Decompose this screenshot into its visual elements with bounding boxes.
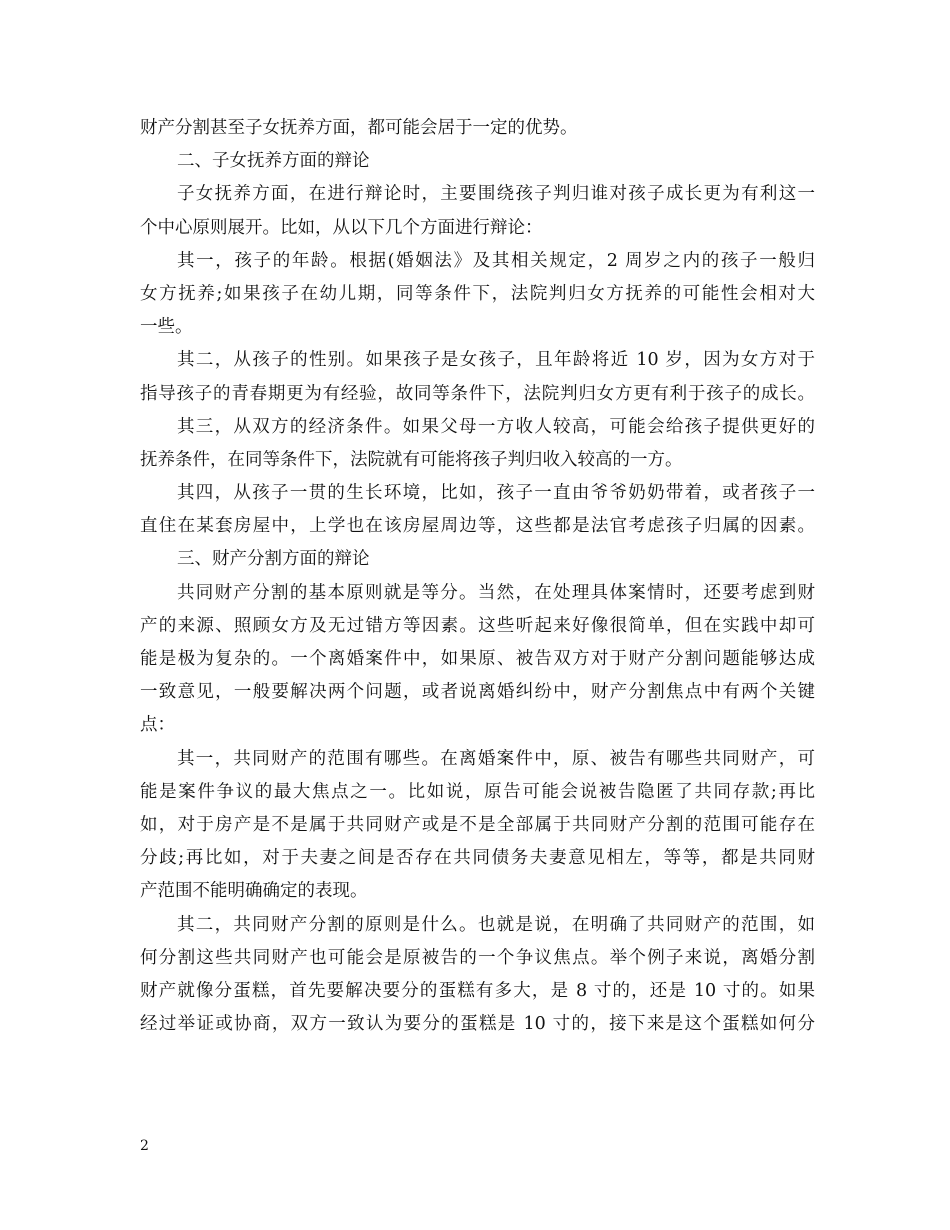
text-line: 二、子女抚养方面的辩论 [177, 151, 370, 172]
text-line: 能是案件争议的最大焦点之一。比如说，原告可能会说被告隐匿了共同存款;再比 [140, 781, 815, 802]
page-number: 2 [140, 1138, 149, 1154]
text-line: 能是极为复杂的。一个离婚案件中，如果原、被告双方对于财产分割问题能够达成 [140, 649, 815, 669]
text-line: 一些。 [140, 317, 193, 338]
text-line: 三、财产分割方面的辩论 [177, 549, 370, 570]
text-line: 指导孩子的青春期更为有经验，故同等条件下，法院判归女方更有利于孩子的成长。 [140, 383, 815, 404]
text-line: 共同财产分割的基本原则就是等分。当然，在处理具体案情时，还要考虑到财 [177, 582, 815, 603]
text-line: 其一，孩子的年龄。根据(婚姻法》及其相关规定，2 周岁之内的孩子一般归 [177, 250, 815, 271]
text-line: 其一，共同财产的范围有哪些。在离婚案件中，原、被告有哪些共同财产，可 [177, 748, 815, 769]
text-line: 其三，从双方的经济条件。如果父母一方收人较高，可能会给孩子提供更好的 [177, 416, 815, 437]
text-line: 其二，共同财产分割的原则是什么。也就是说，在明确了共同财产的范围，如 [177, 914, 815, 935]
text-line: 分歧;再比如，对于夫妻之间是否存在共同债务夫妻意见相左，等等，都是共同财 [140, 848, 815, 869]
text-line: 子女抚养方面，在进行辩论时，主要围绕孩子判归谁对孩子成长更为有利这一 [177, 184, 815, 205]
text-line: 如，对于房产是不是属于共同财产或是不是全部属于共同财产分割的范围可能存在 [140, 814, 815, 835]
text-line: 财产分割甚至子女抚养方面，都可能会居于一定的优势。 [140, 118, 578, 138]
text-line: 个中心原则展开。比如，从以下几个方面进行辩论： [140, 217, 543, 238]
text-line: 直住在某套房屋中，上学也在该房屋周边等，这些都是法官考虑孩子归属的因素。 [140, 516, 815, 537]
text-line: 其二，从孩子的性别。如果孩子是女孩子，且年龄将近 10 岁，因为女方对于 [177, 350, 815, 371]
text-line: 经过举证或协商，双方一致认为要分的蛋糕是 10 寸的，接下来是这个蛋糕如何分 [140, 1014, 815, 1035]
text-line: 其四，从孩子一贯的生长环境，比如，孩子一直由爷爷奶奶带着，或者孩子一 [177, 483, 815, 504]
text-line: 一致意见，一般要解决两个问题，或者说离婚纠纷中，财产分割焦点中有两个关键 [140, 682, 815, 703]
text-line: 财产就像分蛋糕，首先要解决要分的蛋糕有多大，是 8 寸的，还是 10 寸的。如果 [140, 980, 815, 1001]
text-line: 女方抚养;如果孩子在幼儿期，同等条件下，法院判归女方抚养的可能性会相对大 [140, 283, 815, 304]
text-line: 抚养条件，在同等条件下，法院就有可能将孩子判归收入较高的一方。 [140, 449, 683, 470]
text-line: 产范围不能明确确定的表现。 [140, 881, 368, 902]
text-line: 点： [140, 715, 175, 736]
body-text [140, 112, 815, 1041]
text-line: 何分割这些共同财产也可能会是原被告的一个争议焦点。举个例子来说，离婚分割 [140, 947, 815, 968]
text-line: 产的来源、照顾女方及无过错方等因素。这些听起来好像很简单，但在实践中却可 [140, 615, 815, 636]
